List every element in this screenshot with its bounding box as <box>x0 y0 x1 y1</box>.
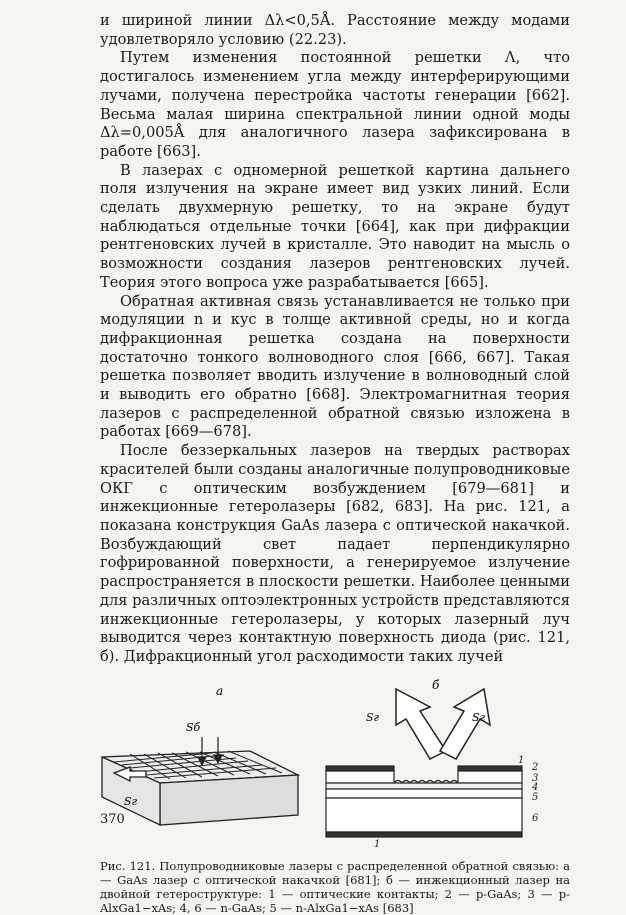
figure-caption: Рис. 121. Полупроводниковые лазеры с распределенной обратной связью: а — GaAs лазер с оптической накачкой [681]; б — инжекционный лазер на двойной гетероструктуре: 1 — оптические контакты; 2 — p-GaAs; 3 — p-AlxGa1−xAs; 4, 6 — n-GaAs; 5 — n-AlxGa1−xAs [683] <box>100 858 570 915</box>
layer-num-3: 3 <box>532 772 539 784</box>
page <box>100 12 570 915</box>
paragraph-1: и шириной линии Δλ<0,5Å. Расстояние между модами удовлетворяло условию (22.23). <box>100 12 570 48</box>
panel-a-crystal <box>102 737 298 825</box>
panel-a-label: а <box>216 683 224 698</box>
layer-num-6: 6 <box>532 812 539 824</box>
emission-arrow-left <box>396 689 446 759</box>
body-text <box>100 12 570 667</box>
paragraph-2: Путем изменения постоянной решетки Λ, что достигалось изменением угла между интерферирующими лучами, получена перестройка частоты генерации [662]. Весьма малая ширина спектральной линии одной моды Δλ=0,005Å для аналогичного лазера зафиксирована в работе [663]. <box>100 49 570 160</box>
sb-label: Sб <box>186 720 201 734</box>
figure-drawing <box>100 675 570 855</box>
layer-num-2: 2 <box>532 761 539 773</box>
paragraph-3: В лазерах с одномерной решеткой картина дальнего поля излучения на экране имеет вид узких линий. Если сделать двухмерную решетку, то на экране будут наблюдаться отдельные точки [664], как при дифракции рентгеновских лучей в кристалле. Это наводит на мысль о возможности создания лазеров рентгеновских лучей. Теория этого вопроса уже разрабатывается [665]. <box>100 161 570 291</box>
figure-121 <box>100 675 570 855</box>
layer-num-1-top: 1 <box>518 754 525 766</box>
sr-label-left: Sг <box>366 710 380 724</box>
sr-label-right: Sг <box>472 710 486 724</box>
panel-b-label: б <box>432 677 440 692</box>
layer-num-1-bottom: 1 <box>374 838 381 850</box>
sr-label-a: Sг <box>124 794 138 808</box>
paragraph-5: После беззеркальных лазеров на твердых растворах красителей были созданы аналогичные полупроводниковые ОКГ с оптическим возбуждением [679—681] и инжекционные гетеролазеры [682, 683]. На рис. 121, а показана конструкция GaAs лазера с оптической накачкой. Возбуждающий свет падает перпендикулярно гофрированной поверхности, а генерируемое излучение распространяется в плоскости решетки. Наиболее ценными для различных оптоэлектронных устройств представляются инжекционные гетеролазеры, у которых лазерный луч выводится через контактную поверхность диода (рис. 121, б). Дифракционный угол расходимости таких лучей <box>100 442 570 665</box>
emission-arrows <box>396 689 490 759</box>
crystal-front-face <box>160 775 298 825</box>
layer-num-5: 5 <box>532 791 539 803</box>
emission-arrow-right <box>440 689 490 759</box>
heterostructure <box>326 766 522 837</box>
page-number: 370 <box>100 812 125 827</box>
paragraph-4: Обратная активная связь устанавливается не только при модуляции n и κус в толще активной среды, но и когда дифракционная решетка создана на поверхности достаточно тонкого волноводного слоя [666, 667]. Такая решетка позволяет вводить излучение в волноводный слой и выводить его обратно [668]. Электромагнитная теория лазеров с распределенной обратной связью изложена в работах [669—678]. <box>100 292 570 441</box>
layer-num-4: 4 <box>532 781 539 793</box>
